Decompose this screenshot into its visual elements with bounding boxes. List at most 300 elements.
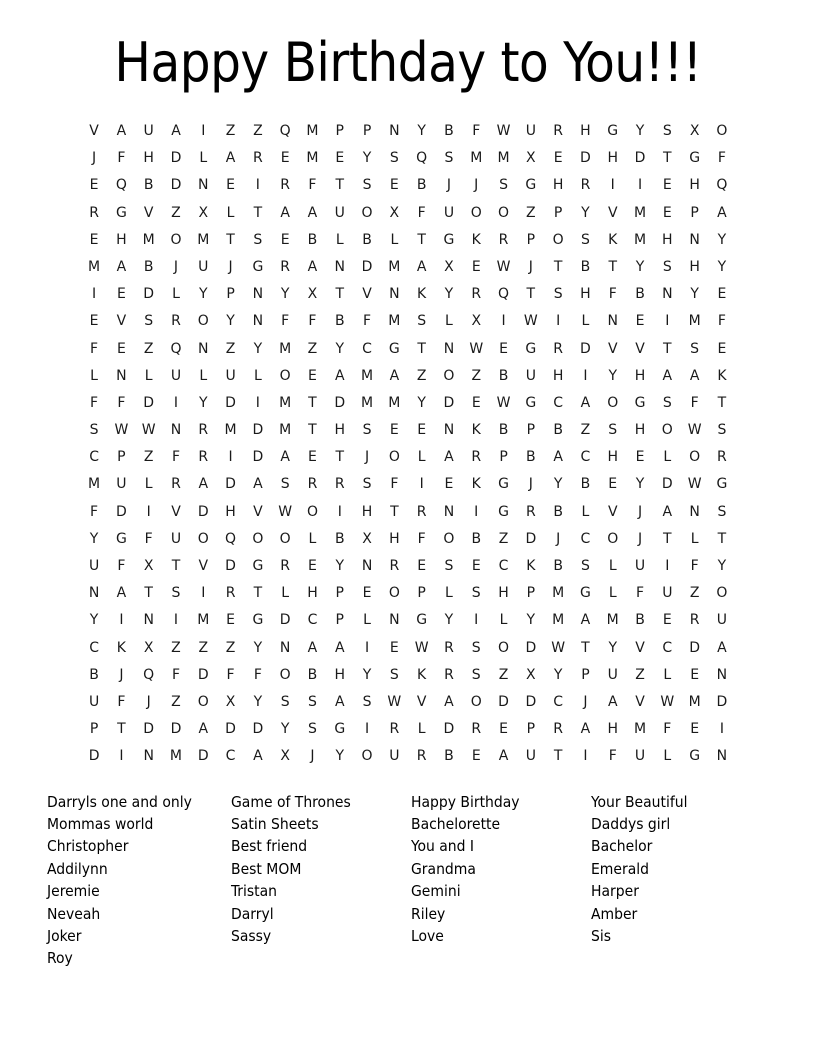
grid-cell[interactable]: P [526,422,536,439]
grid-cell[interactable]: X [362,530,372,547]
grid-cell[interactable]: Y [581,204,590,221]
grid-cell[interactable]: S [417,313,427,330]
grid-cell[interactable]: E [444,476,454,493]
grid-cell[interactable]: K [608,231,618,248]
grid-cell[interactable]: U [143,123,154,139]
grid-cell[interactable]: G [525,340,537,357]
grid-cell[interactable]: K [471,476,481,493]
grid-cell[interactable]: U [634,748,646,765]
word-search-grid[interactable] [80,118,735,771]
grid-cell[interactable]: E [499,340,508,357]
grid-cell[interactable]: U [443,204,455,221]
grid-cell[interactable]: R [225,585,236,602]
grid-cell[interactable]: E [471,558,481,574]
grid-cell[interactable]: W [278,503,293,520]
grid-cell[interactable]: M [688,693,701,710]
grid-cell[interactable]: Z [225,123,236,139]
grid-cell[interactable]: B [143,177,154,194]
grid-cell[interactable]: E [417,558,427,574]
grid-cell[interactable]: L [663,748,672,765]
grid-cell[interactable]: E [116,286,126,303]
grid-cell[interactable]: P [335,123,344,139]
word-list-item[interactable]: You and I [411,837,475,856]
word-list-item[interactable]: Love [411,926,444,945]
grid-cell[interactable]: Y [635,123,645,139]
grid-cell[interactable]: C [580,449,591,466]
grid-cell[interactable]: F [90,340,99,357]
grid-cell[interactable]: U [607,666,618,683]
grid-cell[interactable]: F [117,150,126,167]
grid-cell[interactable]: I [665,313,670,330]
grid-cell[interactable]: F [635,585,645,602]
grid-cell[interactable]: S [171,585,181,602]
grid-cell[interactable]: E [89,177,99,194]
grid-cell[interactable]: C [225,748,236,765]
grid-cell[interactable]: B [143,258,154,275]
grid-cell[interactable]: O [279,367,291,384]
grid-cell[interactable]: D [88,748,100,765]
grid-cell[interactable]: S [280,693,290,710]
grid-cell[interactable]: E [690,721,700,738]
grid-cell[interactable]: R [280,258,291,275]
grid-cell[interactable]: O [170,231,182,248]
grid-cell[interactable]: L [445,313,453,330]
grid-cell[interactable]: F [608,286,617,303]
grid-cell[interactable]: Y [717,558,727,574]
grid-cell[interactable]: B [580,476,591,493]
grid-cell[interactable]: E [717,286,727,303]
grid-cell[interactable]: A [225,150,236,167]
grid-cell[interactable]: R [198,449,209,466]
grid-cell[interactable]: D [143,394,155,411]
grid-cell[interactable]: F [363,313,372,330]
grid-cell[interactable]: T [335,449,345,466]
grid-cell[interactable]: S [389,666,399,683]
grid-cell[interactable]: C [307,612,318,629]
grid-cell[interactable]: F [308,177,317,194]
grid-cell[interactable]: Q [498,286,510,303]
grid-cell[interactable]: I [719,721,724,738]
grid-cell[interactable]: R [280,558,291,574]
grid-cell[interactable]: O [197,530,209,547]
word-list-item[interactable]: Sassy [231,926,272,945]
grid-cell[interactable]: P [226,286,235,303]
grid-cell[interactable]: L [199,367,208,384]
grid-cell[interactable]: R [498,231,509,248]
grid-cell[interactable]: T [335,177,345,194]
grid-cell[interactable]: N [143,612,154,629]
grid-cell[interactable]: S [362,476,372,493]
grid-cell[interactable]: J [528,258,533,275]
grid-cell[interactable]: M [497,150,510,167]
grid-cell[interactable]: O [716,123,728,139]
grid-cell[interactable]: G [115,204,127,221]
grid-cell[interactable]: L [663,449,672,466]
grid-cell[interactable]: Z [225,639,236,656]
grid-cell[interactable]: U [198,258,209,275]
grid-cell[interactable]: A [717,639,727,656]
grid-cell[interactable]: M [552,585,565,602]
word-list-item[interactable]: Gemini [411,882,461,901]
grid-cell[interactable]: S [553,286,563,303]
grid-cell[interactable]: O [361,204,373,221]
grid-cell[interactable]: F [144,530,153,547]
grid-cell[interactable]: F [281,313,290,330]
grid-cell[interactable]: W [687,422,702,439]
grid-cell[interactable]: G [252,558,264,574]
grid-cell[interactable]: A [307,258,318,275]
grid-cell[interactable]: P [117,449,126,466]
grid-cell[interactable]: C [89,449,99,466]
grid-cell[interactable]: E [389,177,399,194]
word-list-item[interactable]: Sis [591,926,611,945]
grid-cell[interactable]: Z [471,367,482,384]
grid-cell[interactable]: Z [307,340,318,357]
grid-cell[interactable]: W [387,693,402,710]
grid-cell[interactable]: I [665,558,670,574]
grid-cell[interactable]: R [471,449,482,466]
grid-cell[interactable]: O [306,503,318,520]
grid-cell[interactable]: L [390,231,399,248]
grid-cell[interactable]: A [253,748,263,765]
grid-cell[interactable]: U [170,367,182,384]
grid-cell[interactable]: F [690,558,699,574]
grid-cell[interactable]: F [253,666,262,683]
grid-cell[interactable]: J [310,748,315,765]
grid-cell[interactable]: Y [89,612,99,629]
grid-cell[interactable]: V [171,503,181,520]
grid-cell[interactable]: B [444,123,454,139]
grid-cell[interactable]: E [335,150,345,167]
grid-cell[interactable]: Y [362,666,372,683]
grid-cell[interactable]: T [171,558,181,574]
grid-cell[interactable]: D [225,476,236,493]
grid-cell[interactable]: W [414,639,429,656]
grid-cell[interactable]: I [173,394,179,411]
grid-cell[interactable]: D [225,721,236,738]
grid-cell[interactable]: L [363,612,371,629]
word-list-item[interactable]: Jeremie [47,882,100,901]
grid-cell[interactable]: T [117,721,126,738]
grid-cell[interactable]: H [334,422,346,439]
grid-cell[interactable]: L [144,476,153,493]
grid-cell[interactable]: H [225,503,236,520]
grid-cell[interactable]: A [580,721,591,738]
grid-cell[interactable]: M [688,313,701,330]
grid-cell[interactable]: A [662,503,673,520]
grid-cell[interactable]: L [172,286,180,303]
grid-cell[interactable]: T [663,340,672,357]
grid-cell[interactable]: Z [225,340,236,357]
grid-cell[interactable]: G [607,123,619,139]
grid-cell[interactable]: I [119,612,124,629]
grid-cell[interactable]: L [90,367,98,384]
grid-cell[interactable]: S [471,585,481,602]
grid-cell[interactable]: J [364,449,370,466]
grid-cell[interactable]: S [471,666,481,683]
grid-cell[interactable]: E [89,231,99,248]
grid-cell[interactable]: T [308,394,317,411]
grid-cell[interactable]: H [607,721,618,738]
grid-cell[interactable]: A [498,748,509,765]
grid-cell[interactable]: D [580,150,591,167]
grid-cell[interactable]: A [662,367,673,384]
grid-cell[interactable]: L [581,503,590,520]
grid-cell[interactable]: W [114,422,129,439]
grid-cell[interactable]: D [197,666,209,683]
word-list-item[interactable]: Bachelorette [411,814,501,833]
grid-cell[interactable]: V [253,503,263,520]
grid-cell[interactable]: W [496,258,511,275]
grid-cell[interactable]: N [443,503,455,520]
grid-cell[interactable]: Q [170,340,182,357]
grid-cell[interactable]: U [662,585,673,602]
grid-cell[interactable]: G [525,177,537,194]
grid-cell[interactable]: V [362,286,372,303]
grid-cell[interactable]: D [252,422,264,439]
grid-cell[interactable]: A [334,367,345,384]
grid-cell[interactable]: K [417,286,427,303]
grid-cell[interactable]: X [143,558,154,574]
grid-cell[interactable]: Y [553,666,563,683]
grid-cell[interactable]: O [279,530,291,547]
grid-cell[interactable]: Y [635,476,645,493]
grid-cell[interactable]: J [583,693,588,710]
grid-cell[interactable]: H [634,422,646,439]
grid-cell[interactable]: B [526,449,536,466]
grid-cell[interactable]: A [198,721,209,738]
grid-cell[interactable]: G [416,612,428,629]
grid-cell[interactable]: S [662,258,672,275]
grid-cell[interactable]: D [197,748,209,765]
grid-cell[interactable]: S [362,177,372,194]
grid-cell[interactable]: S [144,313,154,330]
grid-cell[interactable]: U [116,476,127,493]
grid-cell[interactable]: L [281,585,290,602]
grid-cell[interactable]: F [308,313,317,330]
grid-cell[interactable]: X [225,693,236,710]
grid-cell[interactable]: I [556,313,561,330]
grid-cell[interactable]: R [553,721,563,738]
grid-cell[interactable]: K [526,558,536,574]
grid-cell[interactable]: N [88,585,100,602]
grid-cell[interactable]: U [525,367,536,384]
grid-cell[interactable]: W [496,394,511,411]
grid-cell[interactable]: N [607,313,618,330]
grid-cell[interactable]: A [389,367,400,384]
grid-cell[interactable]: B [553,503,563,520]
grid-cell[interactable]: H [116,231,127,248]
grid-cell[interactable]: A [280,204,290,221]
grid-cell[interactable]: V [143,204,154,221]
grid-cell[interactable]: A [198,476,209,493]
grid-cell[interactable]: J [228,258,233,275]
grid-cell[interactable]: W [523,313,538,330]
grid-cell[interactable]: E [690,666,700,683]
grid-cell[interactable]: Y [253,693,263,710]
grid-cell[interactable]: F [171,449,180,466]
grid-cell[interactable]: J [528,476,533,493]
word-list-item[interactable]: Tristan [231,882,277,901]
grid-cell[interactable]: Y [417,123,426,139]
grid-cell[interactable]: I [637,177,643,194]
grid-cell[interactable]: H [607,150,618,167]
grid-cell[interactable]: T [553,258,563,275]
grid-cell[interactable]: N [170,422,182,439]
grid-cell[interactable]: N [689,503,700,520]
grid-cell[interactable]: E [471,258,481,275]
grid-cell[interactable]: I [201,123,206,139]
grid-cell[interactable]: L [690,530,699,547]
grid-cell[interactable]: F [417,530,426,547]
grid-cell[interactable]: T [226,231,235,248]
grid-cell[interactable]: A [116,123,127,139]
grid-cell[interactable]: S [253,231,263,248]
grid-cell[interactable]: M [169,748,183,765]
grid-cell[interactable]: Z [171,639,181,656]
grid-cell[interactable]: C [553,693,564,710]
grid-cell[interactable]: B [444,748,454,765]
grid-cell[interactable]: G [252,258,264,275]
grid-cell[interactable]: E [308,558,317,574]
grid-cell[interactable]: P [335,612,344,629]
grid-cell[interactable]: M [388,394,401,411]
grid-cell[interactable]: P [553,204,563,221]
grid-cell[interactable]: S [444,150,454,167]
grid-cell[interactable]: F [690,394,699,411]
grid-cell[interactable]: E [362,585,372,602]
grid-cell[interactable]: V [89,123,99,139]
grid-cell[interactable]: H [689,258,700,275]
word-list-item[interactable]: Riley [411,904,446,923]
grid-cell[interactable]: B [498,422,509,439]
grid-cell[interactable]: O [716,585,728,602]
grid-cell[interactable]: H [334,666,346,683]
grid-cell[interactable]: H [307,585,318,602]
grid-cell[interactable]: Y [444,612,454,629]
grid-cell[interactable]: O [388,449,400,466]
grid-cell[interactable]: E [417,422,427,439]
grid-cell[interactable]: E [553,150,563,167]
word-list-item[interactable]: Harper [591,882,639,901]
grid-cell[interactable]: Q [279,123,291,139]
grid-cell[interactable]: N [252,313,264,330]
grid-cell[interactable]: T [253,585,263,602]
grid-cell[interactable]: F [717,313,726,330]
grid-cell[interactable]: T [581,639,590,656]
grid-cell[interactable]: M [142,231,155,248]
grid-cell[interactable]: O [607,394,619,411]
grid-cell[interactable]: T [717,394,727,411]
grid-cell[interactable]: A [689,367,700,384]
grid-cell[interactable]: I [228,449,233,466]
grid-cell[interactable]: X [198,204,209,221]
grid-cell[interactable]: E [499,721,508,738]
grid-cell[interactable]: H [662,231,673,248]
word-list-item[interactable]: Joker [47,926,82,945]
grid-cell[interactable]: S [690,340,700,357]
grid-cell[interactable]: E [280,231,290,248]
word-list-item[interactable]: Satin Sheets [231,814,319,833]
grid-cell[interactable]: W [496,123,511,139]
grid-cell[interactable]: A [171,123,181,139]
grid-cell[interactable]: K [471,231,481,248]
grid-cell[interactable]: B [416,177,427,194]
grid-cell[interactable]: T [608,258,617,275]
grid-cell[interactable]: E [471,748,481,765]
grid-cell[interactable]: O [197,693,209,710]
grid-cell[interactable]: N [334,258,345,275]
grid-cell[interactable]: V [416,693,427,710]
grid-cell[interactable]: L [144,367,153,384]
grid-cell[interactable]: A [116,585,127,602]
word-list-item[interactable]: Neveah [47,904,101,923]
grid-cell[interactable]: X [444,258,454,275]
grid-cell[interactable]: D [443,721,455,738]
grid-cell[interactable]: O [197,313,209,330]
grid-cell[interactable]: D [170,177,182,194]
grid-cell[interactable]: E [89,313,99,330]
grid-cell[interactable]: F [117,394,126,411]
grid-cell[interactable]: N [116,367,127,384]
grid-cell[interactable]: D [143,286,155,303]
grid-cell[interactable]: S [362,693,372,710]
grid-cell[interactable]: Y [717,231,727,248]
grid-cell[interactable]: A [307,204,318,221]
grid-cell[interactable]: X [143,639,154,656]
grid-cell[interactable]: R [416,503,427,520]
grid-cell[interactable]: J [119,666,124,683]
grid-cell[interactable]: A [116,258,127,275]
grid-cell[interactable]: Y [362,150,372,167]
grid-cell[interactable]: V [607,503,618,520]
grid-cell[interactable]: L [226,204,235,221]
grid-cell[interactable]: V [635,340,645,357]
word-list-item[interactable]: Happy Birthday [411,792,520,811]
grid-cell[interactable]: N [361,558,373,574]
grid-cell[interactable]: V [198,558,209,574]
grid-cell[interactable]: N [662,286,673,303]
grid-cell[interactable]: W [469,340,484,357]
grid-cell[interactable]: S [608,422,618,439]
word-list-item[interactable]: Emerald [591,859,649,878]
grid-cell[interactable]: H [634,367,646,384]
grid-cell[interactable]: D [170,721,182,738]
grid-cell[interactable]: X [526,150,536,167]
grid-cell[interactable]: X [280,748,290,765]
grid-cell[interactable]: Z [526,204,536,221]
grid-cell[interactable]: H [580,286,591,303]
grid-cell[interactable]: U [334,204,345,221]
word-list-item[interactable]: Best MOM [231,859,302,878]
grid-cell[interactable]: Y [608,367,617,384]
grid-cell[interactable]: D [225,558,236,574]
grid-cell[interactable]: F [90,394,99,411]
grid-cell[interactable]: B [334,530,345,547]
grid-cell[interactable]: O [470,693,482,710]
grid-cell[interactable]: U [170,530,182,547]
grid-cell[interactable]: X [526,666,536,683]
grid-cell[interactable]: R [253,150,263,167]
grid-cell[interactable]: Y [417,394,426,411]
grid-cell[interactable]: Z [580,422,591,439]
grid-cell[interactable]: R [334,476,345,493]
grid-cell[interactable]: D [498,693,509,710]
grid-cell[interactable]: C [662,639,673,656]
grid-cell[interactable]: L [308,530,317,547]
grid-cell[interactable]: E [116,340,126,357]
grid-cell[interactable]: M [633,204,647,221]
